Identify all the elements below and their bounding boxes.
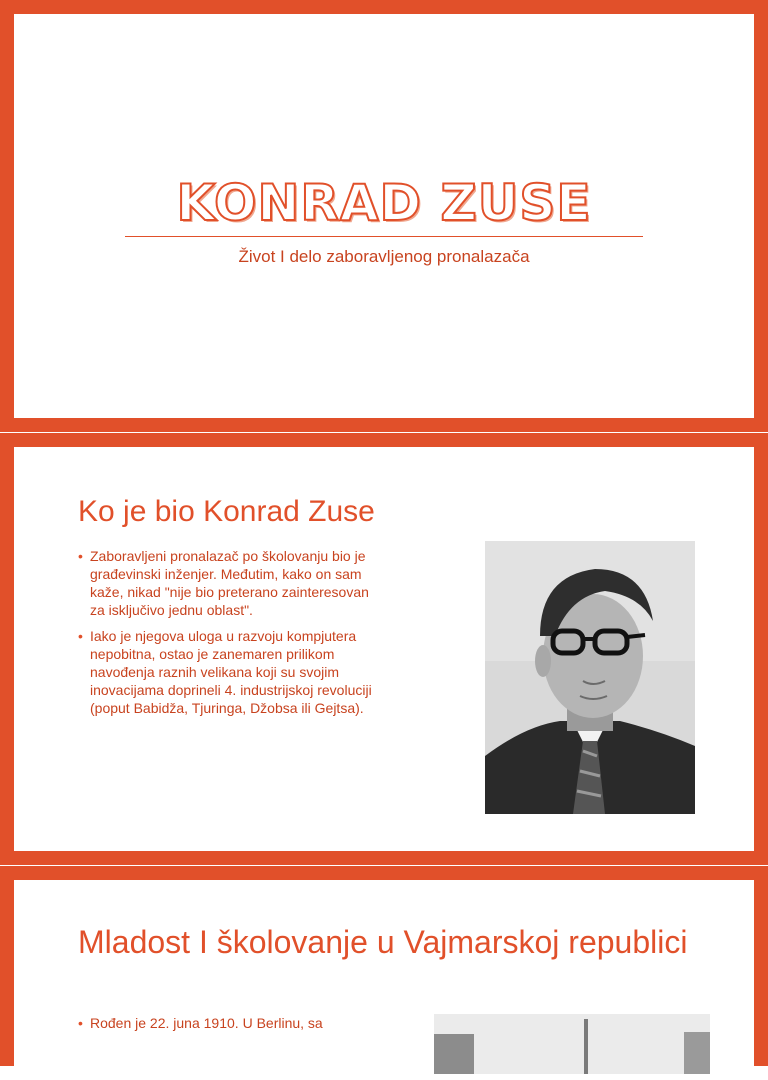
bullet-item: • Zaboravljeni pronalazač po školovanju bio je građevinski inženjer. Međutim, kako on sam kaže, nikad "nije bio preterano zainteresovan za isključivo jednu oblast". (78, 547, 378, 619)
portrait-image (485, 541, 695, 814)
presentation-title: KONRAD ZUSE (176, 174, 592, 232)
presentation-subtitle: Život I delo zaboravljenog pronalazača (238, 247, 530, 266)
biography-slide-content (14, 447, 754, 851)
bullet-item: • Rođen je 22. juna 1910. U Berlinu, sa (78, 1014, 378, 1032)
slide-heading: Ko je bio Konrad Zuse (78, 495, 375, 528)
youth-slide (0, 866, 768, 1066)
historic-photo (434, 1014, 710, 1074)
youth-slide-content (14, 880, 754, 1080)
title-divider (125, 236, 643, 237)
biography-slide (0, 433, 768, 865)
portrait-photo (485, 541, 695, 814)
title-slide-content (14, 14, 754, 418)
title-slide (0, 0, 768, 432)
historic-photo-image (434, 1014, 710, 1074)
bullet-item: • Iako je njegova uloga u razvoju kompjutera nepobitna, ostao je zanemaren prilikom navođenja raznih velikana koji su svojim inovacijama doprineli 4. industrijskoj revoluciji (poput Babidža, Tjuringa, Džobsa ili Gejtsa). (78, 627, 378, 717)
bullet-list (78, 1014, 378, 1040)
bullet-list (78, 547, 378, 725)
slide-heading: Mladost I školovanje u Vajmarskoj republici (78, 924, 688, 960)
